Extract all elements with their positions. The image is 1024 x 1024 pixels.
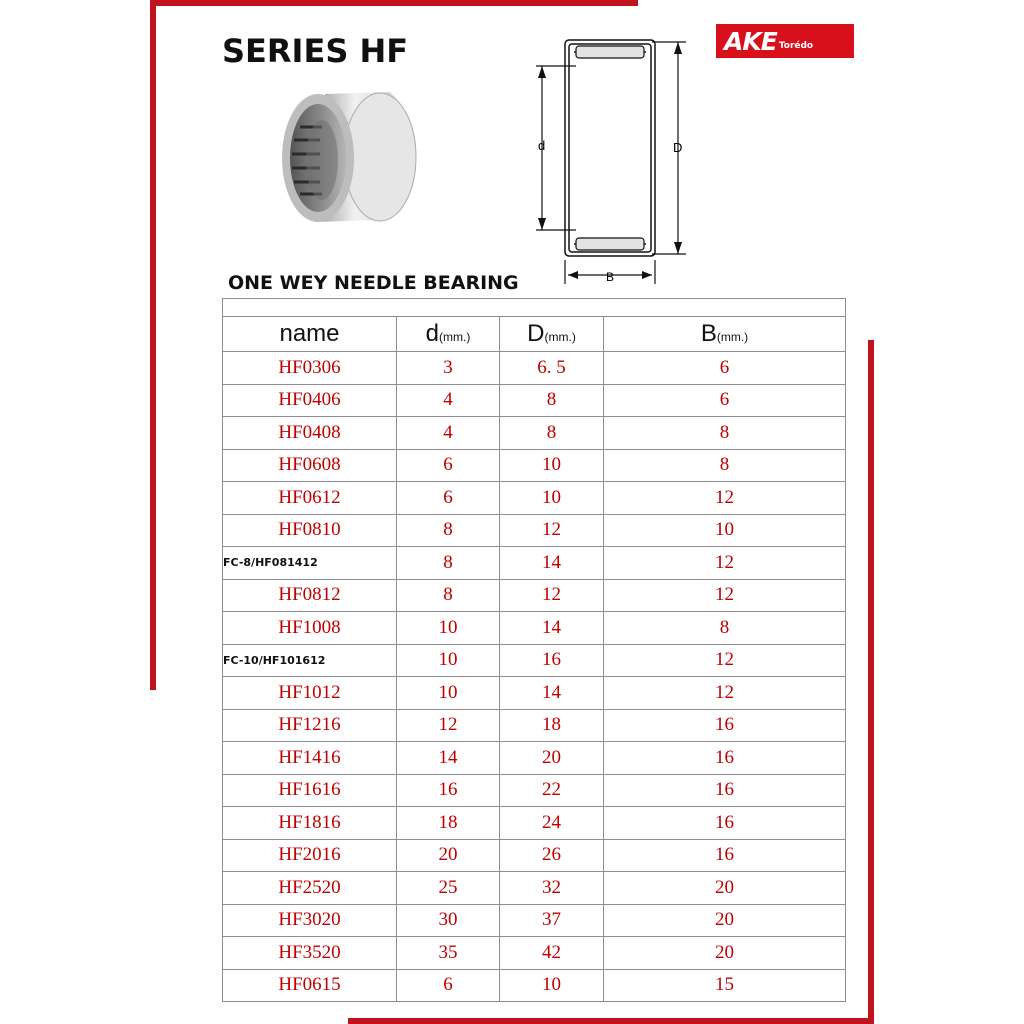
cell-name: HF3020 [223, 904, 397, 937]
cell-B: 10 [604, 514, 846, 547]
diagram-label-D: D [673, 140, 683, 155]
cell-B: 16 [604, 774, 846, 807]
cell-D: 26 [500, 839, 604, 872]
table-row [223, 709, 846, 742]
table-row [223, 352, 846, 385]
cell-name: HF1012 [223, 677, 397, 710]
cell-B: 6 [604, 352, 846, 385]
header-D [500, 317, 604, 352]
cell-D: 14 [500, 677, 604, 710]
table-title: ONE WEY NEEDLE BEARING [228, 272, 519, 294]
cell-name: HF0612 [223, 482, 397, 515]
cell-B: 12 [604, 482, 846, 515]
cell-name: HF0615 [223, 969, 397, 1002]
table-header-row [223, 317, 846, 352]
cell-d: 12 [397, 709, 500, 742]
cell-d: 6 [397, 969, 500, 1002]
header-D-unit: (mm.) [544, 330, 576, 344]
logo-sub-text: Torédo [778, 40, 814, 51]
cell-B: 20 [604, 937, 846, 970]
cell-B: 8 [604, 449, 846, 482]
table-row [223, 807, 846, 840]
series-title: SERIES HF [222, 32, 409, 70]
table-row [223, 839, 846, 872]
cell-B: 16 [604, 709, 846, 742]
table-row [223, 482, 846, 515]
cell-B: 8 [604, 612, 846, 645]
cell-B: 20 [604, 904, 846, 937]
cell-d: 14 [397, 742, 500, 775]
cell-d: 25 [397, 872, 500, 905]
cell-name: HF0812 [223, 579, 397, 612]
table-row [223, 449, 846, 482]
cell-B: 6 [604, 384, 846, 417]
table-row [223, 774, 846, 807]
cell-name: HF2016 [223, 839, 397, 872]
cell-B: 16 [604, 807, 846, 840]
cell-d: 6 [397, 449, 500, 482]
frame-top-line [150, 0, 638, 6]
cell-name: HF3520 [223, 937, 397, 970]
cell-name: HF1416 [223, 742, 397, 775]
header-d [397, 317, 500, 352]
cell-D: 14 [500, 547, 604, 580]
cell-name: FC-8/HF081412 [223, 547, 397, 580]
header-d-unit: (mm.) [439, 330, 471, 344]
cell-D: 10 [500, 482, 604, 515]
cell-d: 6 [397, 482, 500, 515]
diagram-label-B: B [606, 270, 615, 284]
diagram-label-d: d [538, 138, 546, 153]
cell-d: 10 [397, 612, 500, 645]
cell-d: 8 [397, 579, 500, 612]
cell-B: 12 [604, 579, 846, 612]
header-B-unit: (mm.) [716, 330, 749, 344]
cell-D: 10 [500, 969, 604, 1002]
cell-D: 12 [500, 514, 604, 547]
table-row [223, 677, 846, 710]
cell-name: HF1816 [223, 807, 397, 840]
cell-d: 4 [397, 384, 500, 417]
cell-B: 20 [604, 872, 846, 905]
table-row [223, 644, 846, 677]
cell-D: 18 [500, 709, 604, 742]
cell-D: 6. 5 [500, 352, 604, 385]
cell-d: 4 [397, 417, 500, 450]
frame-bottom-line [348, 1018, 874, 1024]
header-D-label: D [527, 320, 545, 347]
header-d-label: d [425, 320, 440, 347]
cell-B: 12 [604, 547, 846, 580]
cell-D: 8 [500, 417, 604, 450]
cell-name: HF2520 [223, 872, 397, 905]
table-row [223, 937, 846, 970]
cell-name: HF0306 [223, 352, 397, 385]
header-name-label: name [279, 320, 340, 347]
cell-d: 30 [397, 904, 500, 937]
spec-table [222, 298, 846, 1002]
cell-D: 22 [500, 774, 604, 807]
cell-D: 32 [500, 872, 604, 905]
cell-D: 12 [500, 579, 604, 612]
logo-main-text: AKE [724, 26, 777, 56]
cell-name: HF0810 [223, 514, 397, 547]
cell-D: 14 [500, 612, 604, 645]
cell-D: 24 [500, 807, 604, 840]
cell-name: FC-10/HF101612 [223, 644, 397, 677]
table-row [223, 514, 846, 547]
table-row [223, 872, 846, 905]
table-row [223, 612, 846, 645]
header-name [223, 317, 397, 352]
cell-name: HF1216 [223, 709, 397, 742]
table-row [223, 742, 846, 775]
cross-section-diagram [520, 30, 695, 290]
cell-name: HF0608 [223, 449, 397, 482]
cell-name: HF1616 [223, 774, 397, 807]
frame-right-line [868, 340, 874, 1024]
table-row [223, 579, 846, 612]
table-row [223, 384, 846, 417]
cell-B: 8 [604, 417, 846, 450]
brand-logo [716, 24, 854, 58]
cell-d: 20 [397, 839, 500, 872]
cell-d: 35 [397, 937, 500, 970]
cell-D: 16 [500, 644, 604, 677]
cell-d: 10 [397, 644, 500, 677]
cell-d: 8 [397, 547, 500, 580]
cell-name: HF0406 [223, 384, 397, 417]
table-row [223, 417, 846, 450]
cell-d: 8 [397, 514, 500, 547]
cell-D: 10 [500, 449, 604, 482]
frame-left-line [150, 0, 156, 690]
cell-B: 16 [604, 839, 846, 872]
cell-d: 3 [397, 352, 500, 385]
table-blank-row [223, 299, 846, 317]
cell-B: 15 [604, 969, 846, 1002]
cell-name: HF0408 [223, 417, 397, 450]
cell-B: 12 [604, 677, 846, 710]
cell-D: 42 [500, 937, 604, 970]
bearing-photo [270, 82, 430, 232]
cell-D: 8 [500, 384, 604, 417]
cell-d: 18 [397, 807, 500, 840]
cell-D: 37 [500, 904, 604, 937]
header-B [604, 317, 846, 352]
cell-B: 12 [604, 644, 846, 677]
cell-D: 20 [500, 742, 604, 775]
table-row [223, 969, 846, 1002]
table-row [223, 547, 846, 580]
header-B-label: B [700, 320, 717, 347]
cell-B: 16 [604, 742, 846, 775]
cell-name: HF1008 [223, 612, 397, 645]
cell-d: 16 [397, 774, 500, 807]
cell-d: 10 [397, 677, 500, 710]
table-row [223, 904, 846, 937]
